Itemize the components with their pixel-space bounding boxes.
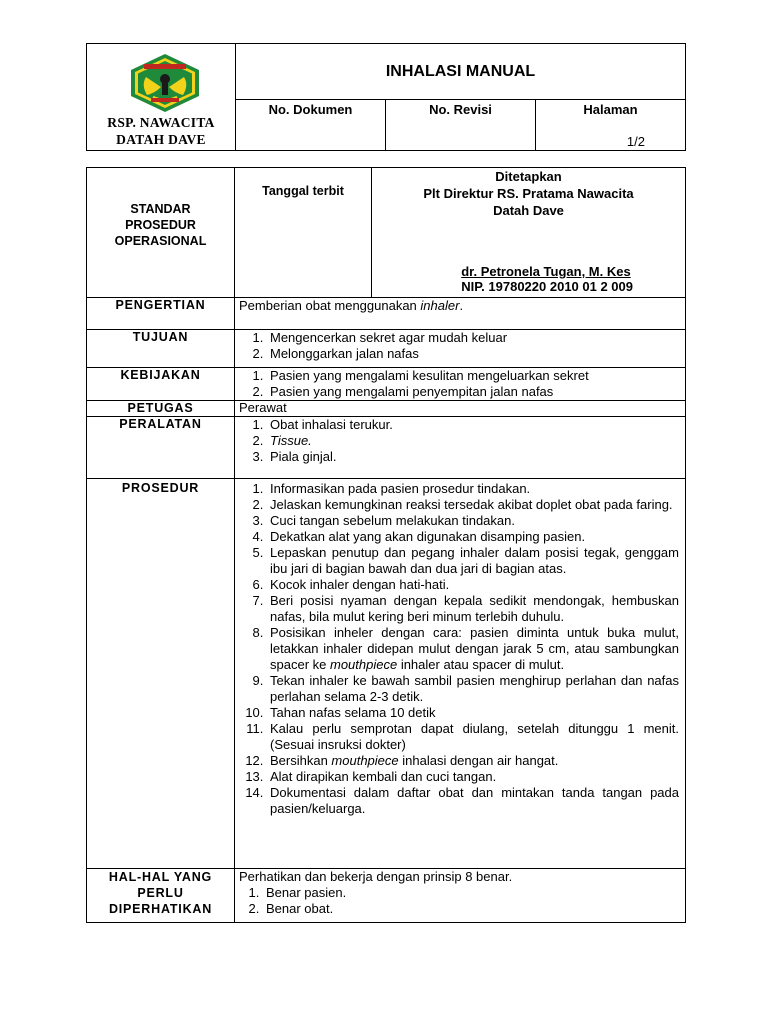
tanggal-terbit-label: Tanggal terbit [262,184,344,198]
halaman-label: Halaman [583,102,638,117]
pengertian-italic: inhaler [420,298,460,313]
hospital-name-line1: RSP. NAWACITA [107,115,215,130]
prosedur-step: 1. Informasikan pada pasien prosedur tindakan. [267,481,679,497]
prosedur-step: 6. Kocok inhaler dengan hati-hati. [267,577,679,593]
document-title: INHALASI MANUAL [236,44,686,100]
prosedur-step: 3. Cuci tangan sebelum melakukan tindakan. [267,513,679,529]
petugas-content: Perawat [235,401,686,417]
prosedur-list [239,481,679,817]
list-item: 1. Mengencerkan sekret agar mudah keluar [267,330,679,346]
hal-hal-intro: Perhatikan dan bekerja dengan prinsip 8 benar. [239,869,513,884]
kebijakan-content [235,368,686,401]
list-item: 1. Pasien yang mengalami kesulitan mengeluarkan sekret [267,368,679,384]
halaman-value: 1/2 [626,134,645,149]
list-item: 1. Obat inhalasi terukur. [267,417,679,433]
document-header [86,43,686,151]
peralatan-label: PERALATAN [87,417,235,479]
tujuan-content [235,330,686,368]
prosedur-step: 12. Bersihkan mouthpiece inhalasi dengan air hangat. [267,753,679,769]
petugas-label: PETUGAS [87,401,235,417]
prosedur-step: 9. Tekan inhaler ke bawah sambil pasien menghirup perlahan dan nafas perlahan selama 2-3 detik. [267,673,679,705]
prosedur-content [235,479,686,869]
kebijakan-label: KEBIJAKAN [87,368,235,401]
tanggal-terbit-cell [235,168,372,298]
peralatan-content [235,417,686,479]
no-dokumen-label: No. Dokumen [268,102,353,117]
list-item: 2. Benar obat. [263,901,679,917]
prosedur-step: 8. Posisikan inheler dengan cara: pasien diminta untuk buka mulut, letakkan inhaler didepan mulut dengan jarak 5 cm, atau sambungkan spacer ke mouthpiece inhaler atau spacer di mulut. [267,625,679,673]
pengertian-suffix: . [459,298,464,313]
sop-table [86,167,686,923]
sop-label-line: STANDAR [130,202,191,216]
pengertian-label: PENGERTIAN [87,298,235,330]
prosedur-label: PROSEDUR [87,479,235,869]
no-revisi-label: No. Revisi [429,102,492,117]
sop-label-line: PROSEDUR [125,218,196,232]
hal-hal-label-line: PERLU [137,886,184,900]
signer-name: dr. Petronela Tugan, M. Kes [461,264,631,279]
list-item [267,433,679,449]
prosedur-step: 5. Lepaskan penutup dan pegang inhaler dalam posisi tegak, genggam ibu jari di bagian bawah dan dua jari di bagian atas. [267,545,679,577]
hal-hal-label-line: HAL-HAL YANG [108,870,213,884]
ditetapkan-cell [372,168,686,298]
list-item-italic: Tissue. [270,433,312,448]
sop-label [87,168,235,298]
hospital-name-line2: DATAH DAVE [116,132,206,147]
prosedur-step: 4. Dekatkan alat yang akan digunakan disamping pasien. [267,529,679,545]
pengertian-content [235,298,686,330]
hal-hal-label-line: DIPERHATIKAN [108,902,213,916]
direktur-title-line2: Datah Dave [493,203,564,218]
logo-cell [87,44,236,151]
signer-nip: NIP. 19780220 2010 01 2 009 [461,279,633,294]
list-item: 2. Melonggarkan jalan nafas [267,346,679,362]
signer-block [461,264,633,294]
list-item: 2. Pasien yang mengalami penyempitan jalan nafas [267,384,679,400]
prosedur-step: 2. Jelaskan kemungkinan reaksi tersedak akibat doplet obat pada faring. [267,497,679,513]
direktur-title: Plt Direktur RS. Pratama Nawacita [423,186,634,201]
no-revisi-cell [386,100,536,151]
pengertian-text: Pemberian obat menggunakan [239,298,421,313]
hospital-emblem-icon [129,53,201,113]
no-dokumen-cell [236,100,386,151]
ditetapkan-label: Ditetapkan [495,169,562,184]
prosedur-step: 13. Alat dirapikan kembali dan cuci tangan. [267,769,679,785]
halaman-cell [536,100,686,151]
prosedur-step: 11. Kalau perlu semprotan dapat diulang, setelah ditunggu 1 menit. (Sesuai insruksi dokter) [267,721,679,753]
list-item: 1. Benar pasien. [263,885,679,901]
hal-hal-label [87,869,235,923]
prosedur-step: 10. Tahan nafas selama 10 detik [267,705,679,721]
list-item: 3. Piala ginjal. [267,449,679,465]
prosedur-step: 14. Dokumentasi dalam daftar obat dan mintakan tanda tangan pada pasien/keluarga. [267,785,679,817]
sop-label-line: OPERASIONAL [114,234,207,248]
prosedur-step: 7. Beri posisi nyaman dengan kepala sedikit mendongak, hembuskan nafas, bila mulut kering beri minum terlebih duhulu. [267,593,679,625]
tujuan-label: TUJUAN [87,330,235,368]
hal-hal-content [235,869,686,923]
